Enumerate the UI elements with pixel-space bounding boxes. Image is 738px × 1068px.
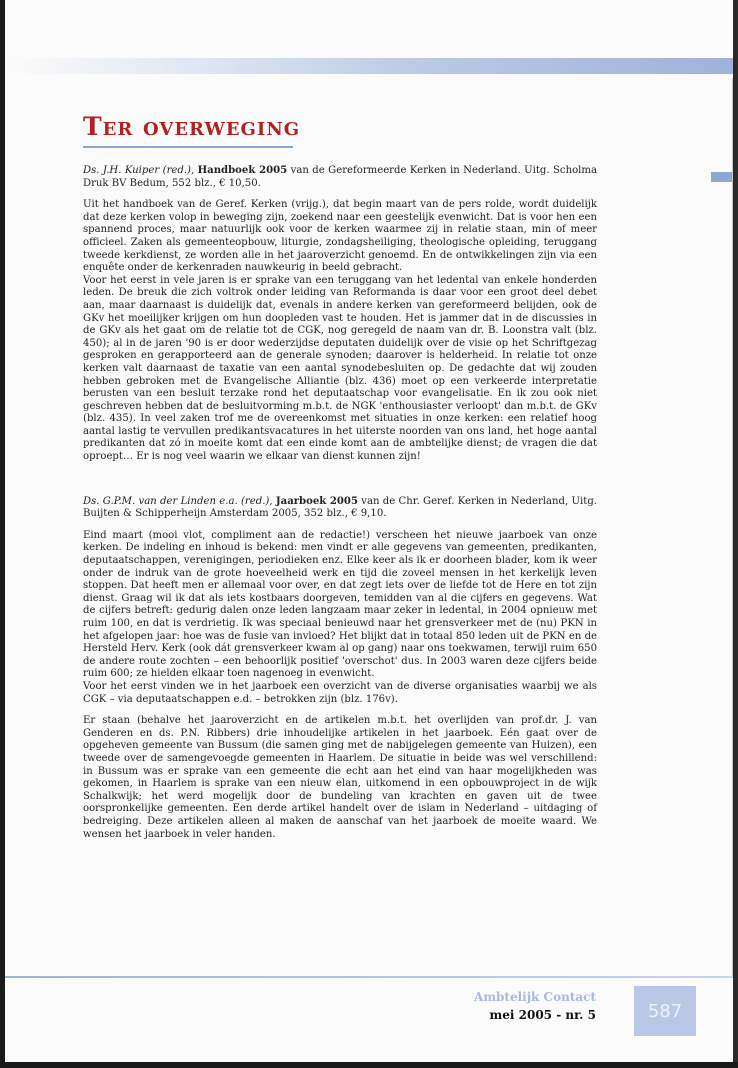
footer-issue: mei 2005 - nr. 5: [489, 1008, 596, 1022]
review-2-publication-details: van de Chr. Geref. Kerken in Nederland, Uitg. Buijten & Schipperheijn Amsterdam 2005, 352 blz., € 9,10.: [83, 495, 597, 520]
page-number-box: [634, 986, 696, 1036]
review-1-paragraph-2: Voor het eerst in vele jaren is er sprake van een teruggang van het ledental van enkele honderden leden. De breuk die zich voltrok onder leiding van Reformanda is daar voor een groot deel debet aan, maar daarnaast is duidelijk dat, evenals in andere kerken van gereformeerd belijden, ook de GKv het moeilijker krijgen om hun doopleden vast te houden. Het is jammer dat in de discussies in de GKv als het gaat om de relatie tot de CGK, nog geregeld de naam van dr. B. Loonstra valt (blz. 450); al in de jaren '90 is er door wederzijdse deputaten duidelijk over de visie op het Schriftgezag gesproken en gerapporteerd aan de generale synoden; daarover is helderheid. In relatie tot onze kerken valt daarnaast de taxatie van een aantal synodebesluiten op. De gedachte dat wij zouden hebben gebroken met de Evangelische Alliantie (blz. 436) moet op een verkeerde interpretatie berusten van een besluit terzake rond het deputaatschap voor evangelisatie. En ik zou ook niet geschreven hebben dat de besluitvorming m.b.t. de NGK 'enthousiaster verloopt' dan m.b.t. de GKv (blz. 435). In veel zaken trof me de overeenkomst met situaties in onze kerken: een relatief hoog aantal lastig te vervullen predikantsvacatures in het uiterste noorden van ons land, het hoge aantal predikanten dat zó in moeite komt dat een einde komt aan de ambtelijke dienst; de vragen die dat oproept… Er is nog veel waarin we elkaar van dienst kunnen zijn!: [83, 274, 597, 463]
bottom-page-edge: [0, 1062, 738, 1068]
review-1-publication-details: van de Gereformeerde Kerken in Nederland. Uitg. Scholma Druk BV Bedum, 552 blz., € 10,50.: [83, 165, 597, 189]
review-2-paragraph-3: Er staan (behalve het jaaroverzicht en de artikelen m.b.t. het overlijden van prof.dr. J. van Genderen en ds. P.N. Ribbers) drie inhoudelijke artikelen in het jaarboek. Eén gaat over de opgeheven gemeente van Bussum (die samen ging met de nabijgelegen gemeente van Huizen), een tweede over de samengevoegde gemeenten in Haarlem. De situatie in beide was wel verschillend: in Bussum was er sprake van een gemeente die echt aan het eind van haar mogelijkheden was gekomen, in Haarlem is sprake van een nieuw elan, uitkomend in een opbouwproject in de wijk Schalkwijk; het werd mogelijk door de bundeling van krachten en gaven uit de twee oorspronkelijke gemeenten. Een derde artikel handelt over de islam in Nederland – uitdaging of bedreiging. Deze artikelen alleen al maken de aanschaf van het jaarboek de moeite waard. We wensen het jaarboek in veler handen.: [83, 715, 597, 840]
left-page-edge: [0, 0, 5, 1068]
review-2-paragraph-1: Eind maart (mooi vlot, compliment aan de redactie!) verscheen het nieuwe jaarboek van onze kerken. De indeling en inhoud is bekend: men vindt er alle gegevens van gemeenten, predikanten, deputaatschappen, verenigingen, periodieken enz. Elke keer als ik er doorheen blader, kom ik weer onder de indruk van de grote hoeveelheid werk en tijd die zoveel mensen in het kerkelijk leven stoppen. Dat heeft men er allemaal voor over, en dat zegt iets over de liefde tot de Here en tot zijn dienst. Graag wil ik dat als iets kostbaars doorgeven, temidden van al die cijfers en gegevens. Wat de cijfers betreft: gedurig dalen onze leden langzaam maar zeker in ledental, in 2004 opnieuw met ruim 100, en dat is verdrietig. Ik was speciaal benieuwd naar het grensverkeer met de (nu) PKN in het afgelopen jaar: hoe was de fusie van invloed? Het blijkt dat in totaal 850 leden uit de PKN en de Hersteld Herv. Kerk (ook dát grensverkeer kwam al op gang) naar ons toekwamen, terwijl ruim 650 de andere route zochten – een behoorlijk positief 'overschot' dus. In 2003 waren deze cijfers beide ruim 600; ze hielden elkaar toen nagenoeg in evenwicht.: [83, 529, 597, 680]
page-title: Ter overweging: [83, 112, 301, 141]
footer-rule: [5, 976, 733, 978]
review-1-citation: [83, 165, 597, 190]
right-page-edge: [733, 0, 738, 1068]
review-2-paragraph-2: Voor het eerst vinden we in het jaarboek een overzicht van de diverse organisaties waarbij we als CGK – via deputaatschappen e.d. – betrokken zijn (blz. 176v).: [83, 680, 597, 705]
right-margin-line: [732, 78, 733, 978]
review-2-book-title: Jaarboek 2005: [275, 495, 358, 507]
right-margin-tab: [711, 172, 733, 182]
article-body: [83, 165, 597, 841]
review-2-citation: [83, 496, 597, 521]
top-color-band: [5, 58, 733, 74]
review-1-book-title: Handboek 2005: [197, 165, 288, 176]
review-1-paragraph-1: Uit het handboek van de Geref. Kerken (vrijg.), dat begin maart van de pers rolde, wordt duidelijk dat deze kerken volop in beweging zijn, zoekend naar een geestelijk evenwicht. Dat is voor hen een spannend proces, maar natuurlijk ook voor de kerken waarmee zij in relatie staan, min of meer officieel. Zaken als gemeenteopbouw, liturgie, zondagsheiliging, theologische opleiding, teruggang tweede kerkdienst, ze worden alle in het jaaroverzicht genoemd. En de ontwikkelingen zijn via een enquête onder de kerkenraden nauwkeurig in beeld gebracht.: [83, 199, 597, 274]
review-2-author: Ds. G.P.M. van der Linden e.a. (red.),: [83, 495, 273, 507]
review-1-author: Ds. J.H. Kuiper (red.),: [83, 165, 195, 176]
footer-publication-name: Ambtelijk Contact: [474, 990, 596, 1004]
title-underline: [83, 146, 293, 148]
page-number: 587: [647, 1000, 683, 1022]
